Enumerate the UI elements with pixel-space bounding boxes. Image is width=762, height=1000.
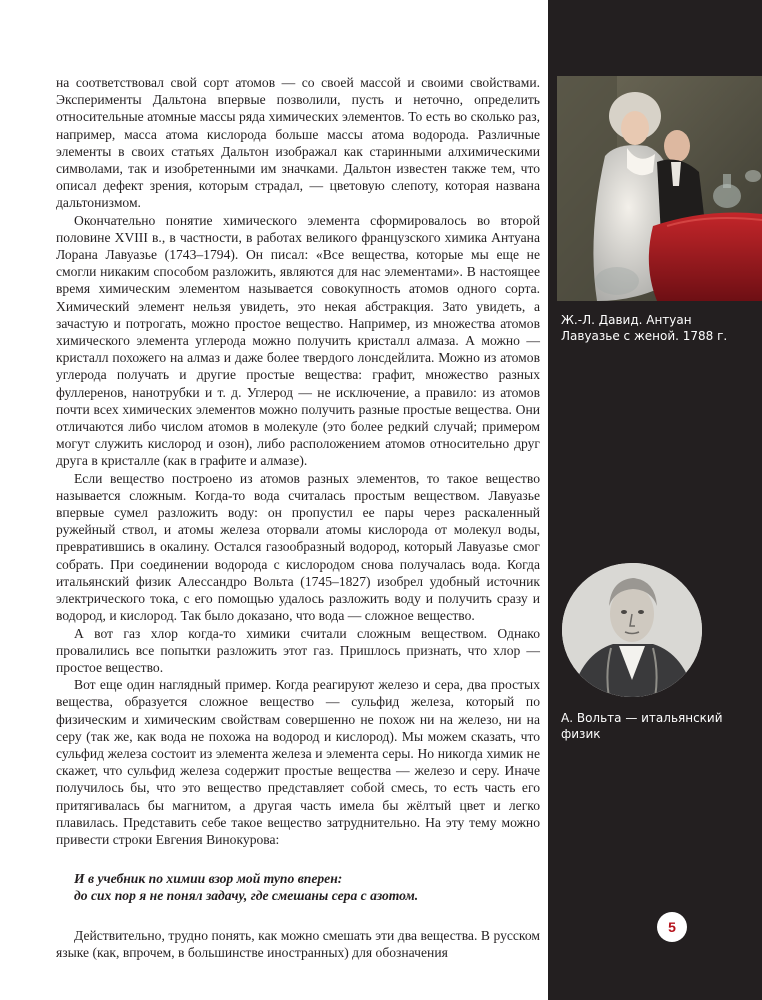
paragraph: А вот газ хлор когда-то химики считали сложным веществом. Однако провалились все попытки разложить этот газ. Пришлось признать, что хлор — простое вещество.: [56, 625, 540, 675]
paragraph: Действительно, трудно понять, как можно смешать эти два вещества. В русском языке (как, впрочем, в большинстве иностранных) для обозначения: [56, 927, 540, 960]
paragraph: Если вещество построено из атомов разных элементов, то такое вещество называется сложным. Когда-то вода считалась простым веществом. Лавуазье впервые сумел разложить воду: он пропустил ее пары через раскаленный ружейный ствол, и атомы железа оторвали атомы кислорода от молекул воды, превратившись в окалину. Остался газообразный водород, который Лавуазье смог собрать. При соединении водорода с кислородом снова получалась вода. Когда итальянский физик Алессандро Вольта (1745–1827) изобрел удобный источник электрического тока, с его помощью удалось разложить воду и получить сразу и водород, и кислород. Так было доказано, что вода — сложное вещество.: [56, 470, 540, 624]
poem-line: до сих пор я не понял задачу, где смешаны сера с азотом.: [74, 888, 419, 904]
portrait-caption: А. Вольта — итальянский физик: [561, 711, 723, 741]
page-number: 5: [657, 912, 687, 942]
painting-image: [557, 76, 762, 301]
poem-line: И в учебник по химии взор мой тупо вперен:: [74, 871, 343, 887]
volta-portrait: [561, 562, 703, 698]
paragraph: на соответствовал свой сорт атомов — со своей массой и своими свойствами. Эксперименты Дальтона впервые позволили, пусть и неточно, определить относительные атомные массы ряда химических элементов. То есть во сколько раз, например, масса атома кислорода больше массы атома водорода. Различные элементы в своих статьях Дальтон изображал как старинными алхимическими символами, так и изобретенными им значками. Дальтон известен также тем, что описал дефект зрения, которым страдал, — цветовую слепоту, которая названа дальтонизмом.: [56, 75, 540, 211]
article-body: [56, 74, 540, 961]
poem-quote: [74, 870, 540, 904]
paragraph: Окончательно понятие химического элемента сформировалось во второй половине XVIII в., в частности, в работах великого французского химика Антуана Лорана Лавуазье (1743–1794). Он писал: «Все вещества, которые мы еще не смогли никаким способом разложить, являются для нас элементами». В настоящее время химическим элементом называется совокупность атомов одного сорта. Химический элемент нельзя увидеть, это некая абстракция. Зато увидеть, а зачастую и потрогать, можно простое вещество. Например, из множества атомов химического элемента углерода можно получить кристалл алмаза. А можно — кристалл похожего на алмаз и даже более твердого лонсдейлита. Можно из атомов углерода получать и другие простые вещества: графит, множество разных фуллеренов, нанотрубки и т. д. Углерод — не исключение, а правило: из атомов почти всех химических элементов можно получить разные простые вещества. Они отличаются либо числом атомов в молекуле (это более редкий случай; примером могут служить кислород и озон), либо расположением атомов относительно друг друга в кристалле (как в графите и алмазе).: [56, 212, 540, 469]
painting-caption: Ж.-Л. Давид. Антуан Лавуазье с женой. 1788 г.: [561, 313, 728, 343]
portrait-image: [561, 562, 703, 698]
lavoisier-painting: [557, 76, 762, 301]
paragraph: Вот еще один наглядный пример. Когда реагируют железо и сера, два простых вещества, образуется сложное вещество — сульфид железа, который по физическим и химическим свойствам совершенно не похож ни на железо, ни на серу (так же, как вода не похожа на водород и кислород). Мы можем сказать, что сульфид железа состоит из элемента железа и элемента серы. Но никогда химик не скажет, что сульфид железа содержит простые вещества — железо и серу. Иначе получилось бы, что это вещество представляет собой смесь, то есть часть его притягивалась бы магнитом, а другая часть имела бы жёлтый цвет и легко плавилась. Представить себе такое вещество затруднительно. На эту тему можно привести строки Евгения Винокурова:: [56, 677, 540, 847]
